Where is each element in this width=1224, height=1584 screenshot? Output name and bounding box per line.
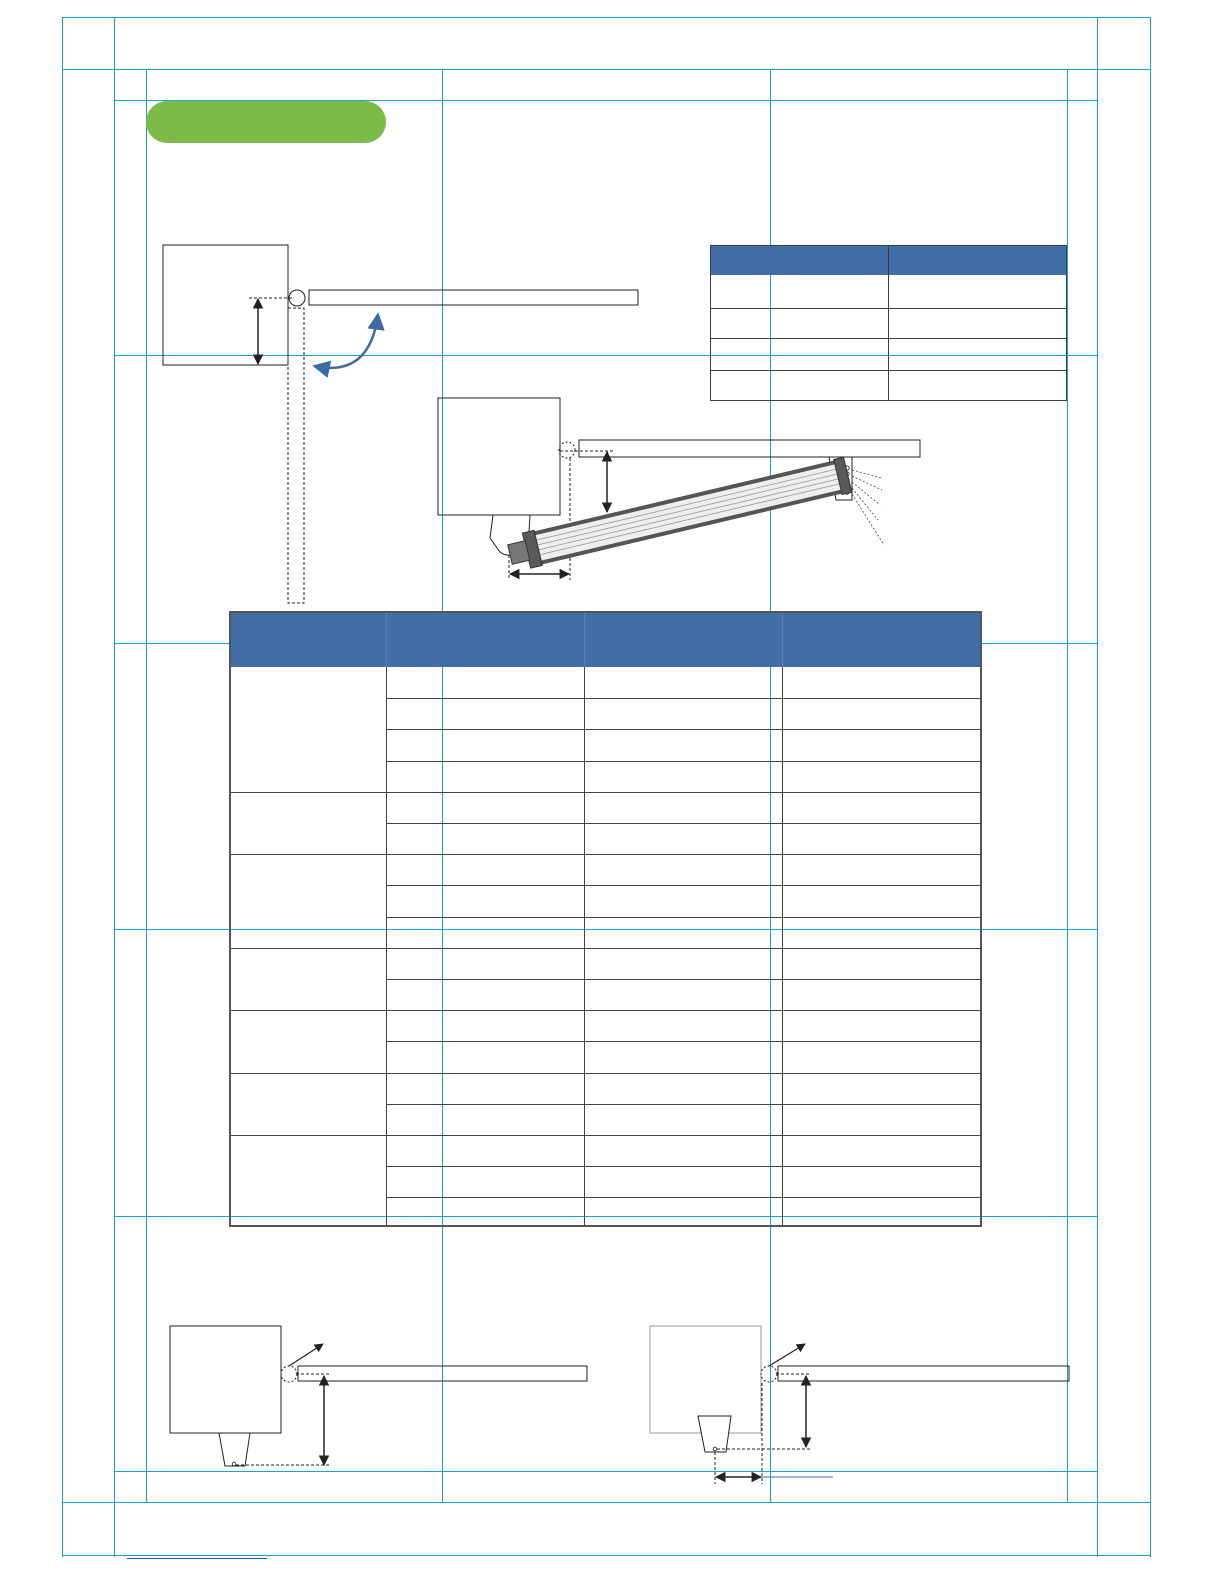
cable-line (852, 494, 884, 545)
gate-leaf (778, 1366, 1069, 1381)
open-direction-arrow (769, 1344, 805, 1366)
swing-arc-arrow (314, 314, 378, 368)
rear-bracket (698, 1416, 731, 1452)
cable-line (852, 482, 880, 505)
pillar-box (438, 398, 560, 515)
footer-link[interactable] (127, 1558, 267, 1559)
rear-bracket (219, 1433, 250, 1466)
cable-line (852, 470, 882, 478)
gate-leaf-closed (309, 290, 638, 305)
gate-leaf (579, 440, 920, 457)
gate-leaf-open (288, 308, 304, 603)
cable-line (852, 476, 882, 490)
open-direction-arrow (289, 1344, 323, 1366)
diagram-center (438, 398, 920, 580)
diagram-bottom-right (650, 1326, 1069, 1484)
hinge-circle (281, 1366, 297, 1382)
pillar-box (170, 1326, 281, 1433)
hinge-circle (761, 1366, 777, 1382)
hinge-circle (559, 442, 575, 458)
diagram-bottom-left (170, 1326, 587, 1466)
pillar-box (163, 245, 288, 365)
gate-leaf (298, 1366, 587, 1381)
